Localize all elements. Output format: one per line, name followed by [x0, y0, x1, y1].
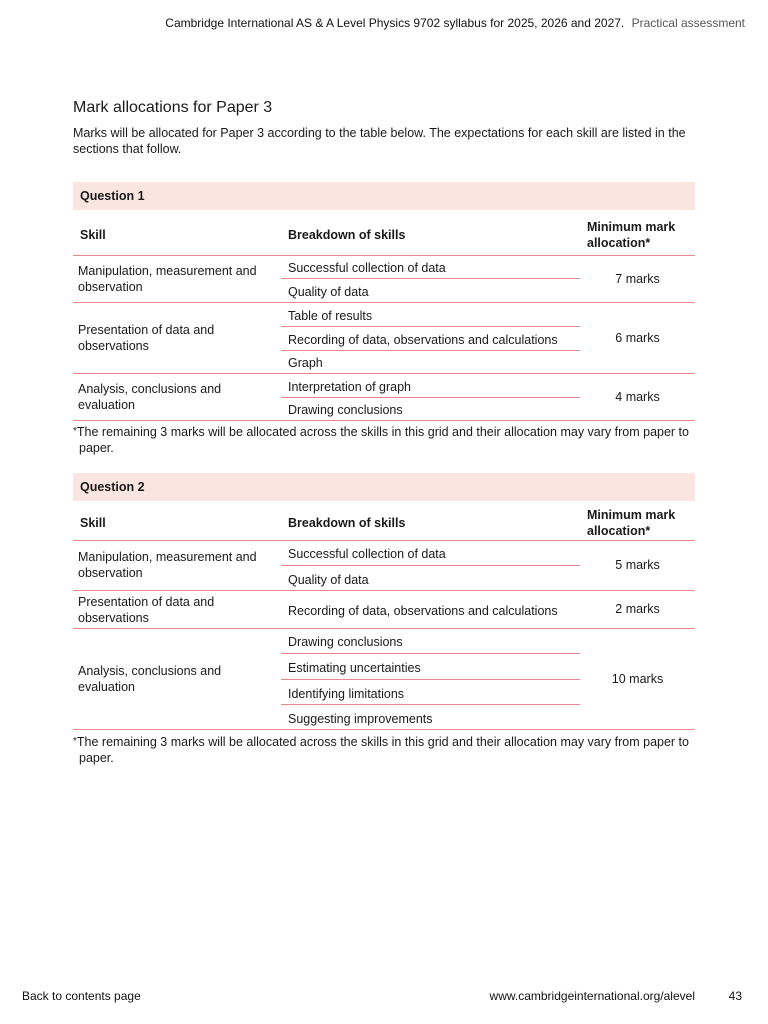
breakdown-item: Recording of data, observations and calculations	[281, 590, 580, 628]
website-link[interactable]: www.cambridgeinternational.org/alevel	[489, 989, 695, 1003]
header-section: Practical assessment	[631, 16, 745, 30]
marks-cell: 6 marks	[580, 302, 695, 373]
marks-cell: 5 marks	[580, 540, 695, 590]
breakdown-item: Successful collection of data	[281, 255, 580, 278]
table-row	[73, 373, 695, 397]
table-row	[73, 590, 695, 628]
question2-header-row	[73, 501, 695, 540]
question1-header-row	[73, 210, 695, 255]
footnote-text: The remaining 3 marks will be allocated across the skills in this grid and their allocation may vary from paper to paper.	[76, 425, 689, 455]
question1-title: Question 1	[73, 182, 695, 210]
table-row	[73, 302, 695, 326]
breakdown-item: Recording of data, observations and calculations	[281, 326, 580, 350]
col-header-breakdown: Breakdown of skills	[281, 501, 580, 540]
page-heading: Mark allocations for Paper 3	[73, 99, 273, 116]
breakdown-item: Estimating uncertainties	[281, 653, 580, 679]
skill-cell: Manipulation, measurement and observation	[73, 255, 281, 302]
question1-title-row	[73, 182, 695, 210]
breakdown-item: Table of results	[281, 302, 580, 326]
intro-paragraph: Marks will be allocated for Paper 3 according to the table below. The expectations for each skill are listed in the sections that follow.	[73, 126, 686, 156]
col-header-skill: Skill	[73, 210, 281, 255]
marks-cell: 10 marks	[580, 628, 695, 729]
header-title: Cambridge International AS & A Level Physics 9702 syllabus for 2025, 2026 and 2027.	[165, 16, 625, 30]
skill-cell: Analysis, conclusions and evaluation	[73, 373, 281, 420]
back-to-contents-link[interactable]: Back to contents page	[22, 989, 141, 1003]
col-header-minimum: Minimum mark allocation*	[580, 210, 695, 255]
table-row	[73, 540, 695, 565]
marks-cell: 2 marks	[580, 590, 695, 628]
breakdown-item: Successful collection of data	[281, 540, 580, 565]
question1-footnote: *The remaining 3 marks will be allocated across the skills in this grid and their allocation may vary from paper to paper.	[73, 425, 689, 455]
breakdown-item: Identifying limitations	[281, 679, 580, 704]
marks-cell: 7 marks	[580, 255, 695, 302]
page-number: 43	[728, 989, 742, 1003]
breakdown-item: Quality of data	[281, 565, 580, 590]
skill-cell: Analysis, conclusions and evaluation	[73, 628, 281, 729]
marks-cell: 4 marks	[580, 373, 695, 420]
breakdown-item: Graph	[281, 350, 580, 373]
skill-cell: Manipulation, measurement and observation	[73, 540, 281, 590]
question2-footnote: *The remaining 3 marks will be allocated across the skills in this grid and their allocation may vary from paper to paper.	[73, 735, 689, 765]
col-header-minimum: Minimum mark allocation*	[580, 501, 695, 540]
footnote-text: The remaining 3 marks will be allocated across the skills in this grid and their allocation may vary from paper to paper.	[76, 735, 689, 765]
breakdown-item: Quality of data	[281, 278, 580, 302]
table-row	[73, 255, 695, 278]
skill-cell: Presentation of data and observations	[73, 302, 281, 373]
question1-table	[73, 182, 695, 421]
col-header-skill: Skill	[73, 501, 281, 540]
question2-title: Question 2	[73, 473, 695, 501]
running-header	[165, 16, 745, 30]
breakdown-item: Interpretation of graph	[281, 373, 580, 397]
col-header-breakdown: Breakdown of skills	[281, 210, 580, 255]
breakdown-item: Drawing conclusions	[281, 628, 580, 653]
table-row	[73, 628, 695, 653]
question2-title-row	[73, 473, 695, 501]
skill-cell: Presentation of data and observations	[73, 590, 281, 628]
breakdown-item: Drawing conclusions	[281, 397, 580, 420]
breakdown-item: Suggesting improvements	[281, 704, 580, 729]
question2-table	[73, 473, 695, 730]
